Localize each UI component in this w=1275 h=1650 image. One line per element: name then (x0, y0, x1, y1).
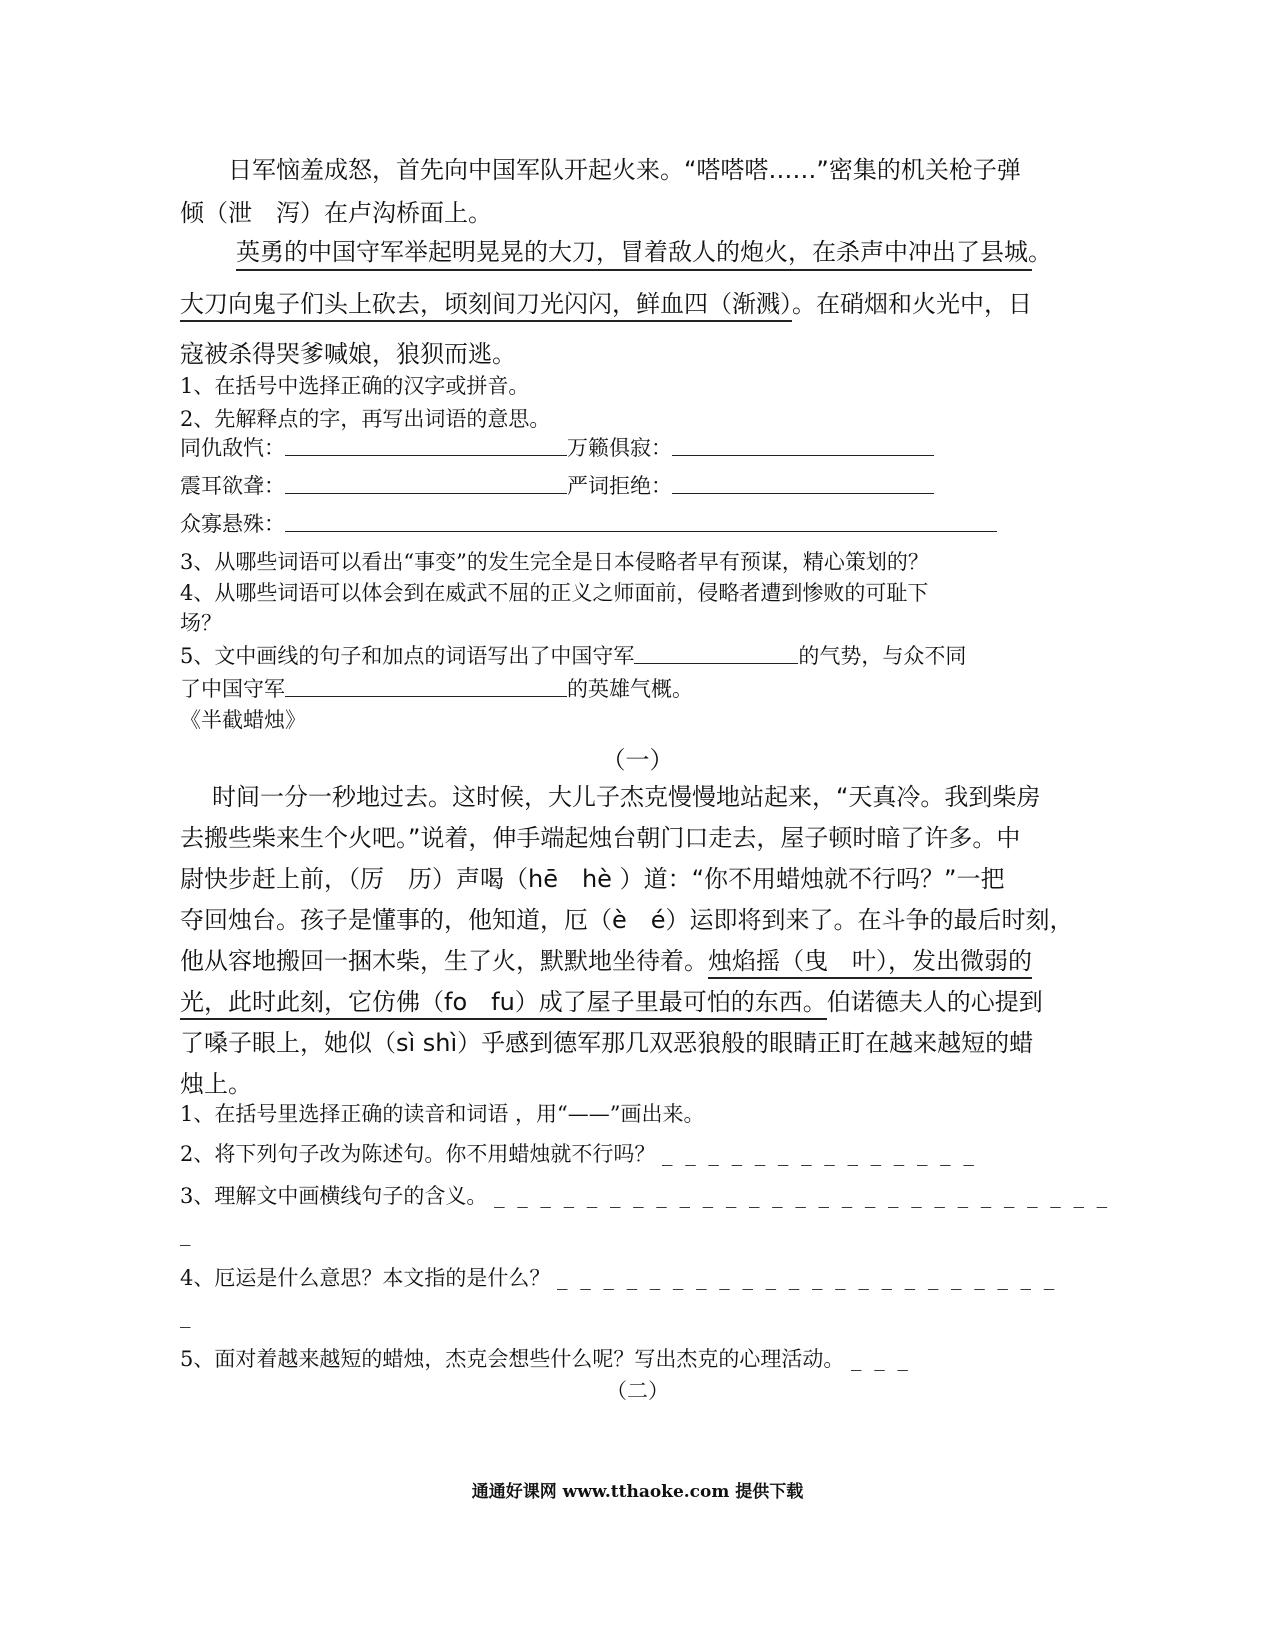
question2-4 (180, 1262, 1057, 1292)
word-label-3: 震耳欲聋： (180, 474, 285, 498)
answer-dashes-q3-cont[interactable]: _ (180, 1222, 194, 1246)
answer-blank-2[interactable] (672, 454, 934, 456)
word-item-3 (180, 470, 934, 500)
question1-2: 2、先解释点的字，再写出词语的意思。 (180, 407, 551, 431)
word-label-4: 严词拒绝： (567, 474, 672, 498)
question1-5-text-d: 的英雄气概。 (567, 677, 693, 701)
passage1-line4 (180, 284, 1032, 319)
question2-3-text: 3、理解文中画横线句子的含义。 (180, 1184, 488, 1208)
answer-blank-q5-1[interactable] (634, 662, 798, 664)
question2-2 (180, 1138, 977, 1168)
answer-blank-1[interactable] (285, 454, 567, 456)
passage2-line1: 时间一分一秒地过去。这时候，大儿子杰克慢慢地站起来，“天真冷。我到柴房 (212, 783, 1041, 811)
question2-5-text: 5、面对着越来越短的蜡烛，杰克会想些什么呢？写出杰克的心理活动。 (180, 1347, 845, 1371)
answer-dashes-q5[interactable]: _ _ _ (851, 1347, 911, 1371)
passage2-line5-text: 他从容地搬回一捆木柴，生了火，默默地坐待着。 (180, 947, 708, 975)
passage1-line5: 寇被杀得哭爹喊娘，狼狈而逃。 (180, 340, 516, 368)
answer-dashes-q3[interactable]: _ _ _ _ _ _ _ _ _ _ _ _ _ _ _ _ _ _ _ _ _ _ _ _ _ _ _ (494, 1184, 1111, 1208)
passage2-line5 (180, 941, 1032, 976)
word-item-5 (180, 508, 997, 538)
question1-4b: 场？ (180, 611, 222, 635)
question1-4a: 4、从哪些词语可以体会到在威武不屈的正义之师面前，侵略者遭到惨败的可耻下 (180, 581, 929, 605)
word-item-1 (180, 432, 934, 462)
passage2-line8: 烛上。 (180, 1070, 252, 1098)
answer-blank-3[interactable] (285, 492, 567, 494)
answer-blank-5[interactable] (285, 530, 997, 532)
passage2-line4: 夺回烛台。孩子是懂事的，他知道，厄（è é）运即将到来了。在斗争的最后时刻， (180, 906, 1074, 934)
word-label-5: 众寡悬殊： (180, 512, 285, 536)
question1-3: 3、从哪些词语可以看出“事变”的发生完全是日本侵略者早有预谋，精心策划的？ (180, 550, 929, 574)
question1-5-text-b: 的气势，与众不同 (798, 644, 967, 668)
passage2-line2: 去搬些柴来生个火吧。”说着，伸手端起烛台朝门口走去，屋子顿时暗了许多。中 (180, 824, 1021, 852)
question2-3 (180, 1180, 1110, 1210)
word-label-2: 万籁俱寂： (567, 436, 672, 460)
answer-dashes-q4-cont[interactable]: _ (180, 1304, 194, 1328)
page-footer: 通通好课网 www.tthaoke.com 提供下载 (471, 1482, 804, 1502)
question2-4-text: 4、厄运是什么意思？本文指的是什么？ (180, 1266, 551, 1290)
question2-5 (180, 1343, 911, 1373)
part-heading-2: （二） (606, 1379, 669, 1403)
part-heading-1: （一） (601, 746, 674, 774)
passage1-line4-underlined: 大刀向鬼子们头上砍去，顷刻间刀光闪闪，鲜血四（渐溅） (180, 290, 792, 322)
passage1-line4-rest: 。在硝烟和火光中，日 (792, 290, 1032, 318)
passage1-line1: 日军恼羞成怒，首先向中国军队开起火来。“嗒嗒嗒……”密集的机关枪子弹 (228, 156, 1021, 184)
question1-5-text-a: 5、文中画线的句子和加点的词语写出了中国守军 (180, 644, 635, 668)
word-label-1: 同仇敌忾： (180, 436, 285, 460)
question1-5 (180, 640, 966, 670)
question2-1: 1、在括号里选择正确的读音和词语 ，用“——”画出来。 (180, 1102, 705, 1126)
question1-5-text-c: 了中国守军 (180, 677, 285, 701)
answer-blank-q5-2[interactable] (285, 695, 567, 697)
passage1-line3-underlined: 英勇的中国守军举起明晃晃的大刀，冒着敌人的炮火，在杀声中冲出了县城。 (236, 232, 1032, 271)
passage2-line6-text: 伯诺德夫人的心提到 (826, 988, 1043, 1016)
passage1-line2: 倾（泄 泻）在卢沟桥面上。 (180, 199, 492, 227)
passage2-line6 (180, 982, 1043, 1017)
passage2-line3: 尉快步赶上前，（厉 历）声喝（hē hè ）道：“你不用蜡烛就不行吗？”一把 (180, 865, 1005, 893)
passage2-line7: 了嗓子眼上，她似（sì shì）乎感到德军那几双恶狼般的眼睛正盯在越来越短的蜡 (180, 1029, 1034, 1057)
question1-5-line2 (180, 673, 693, 703)
answer-blank-4[interactable] (672, 492, 934, 494)
passage2-line5-underlined: 烛焰摇（曳 叶），发出微弱的 (708, 947, 1032, 979)
section-title: 《半截蜡烛》 (180, 708, 306, 732)
question1-1: 1、在括号中选择正确的汉字或拼音。 (180, 374, 530, 398)
passage2-line6-underlined: 光，此时此刻，它仿佛（fo fu）成了屋子里最可怕的东西。 (180, 988, 827, 1020)
question2-2-text: 2、将下列句子改为陈述句。你不用蜡烛就不行吗？ (180, 1142, 656, 1166)
answer-dashes-q4[interactable]: _ _ _ _ _ _ _ _ _ _ _ _ _ _ _ _ _ _ _ _ _ _ (557, 1266, 1058, 1290)
answer-dashes-q2[interactable]: _ _ _ _ _ _ _ _ _ _ _ _ _ _ (662, 1142, 977, 1166)
